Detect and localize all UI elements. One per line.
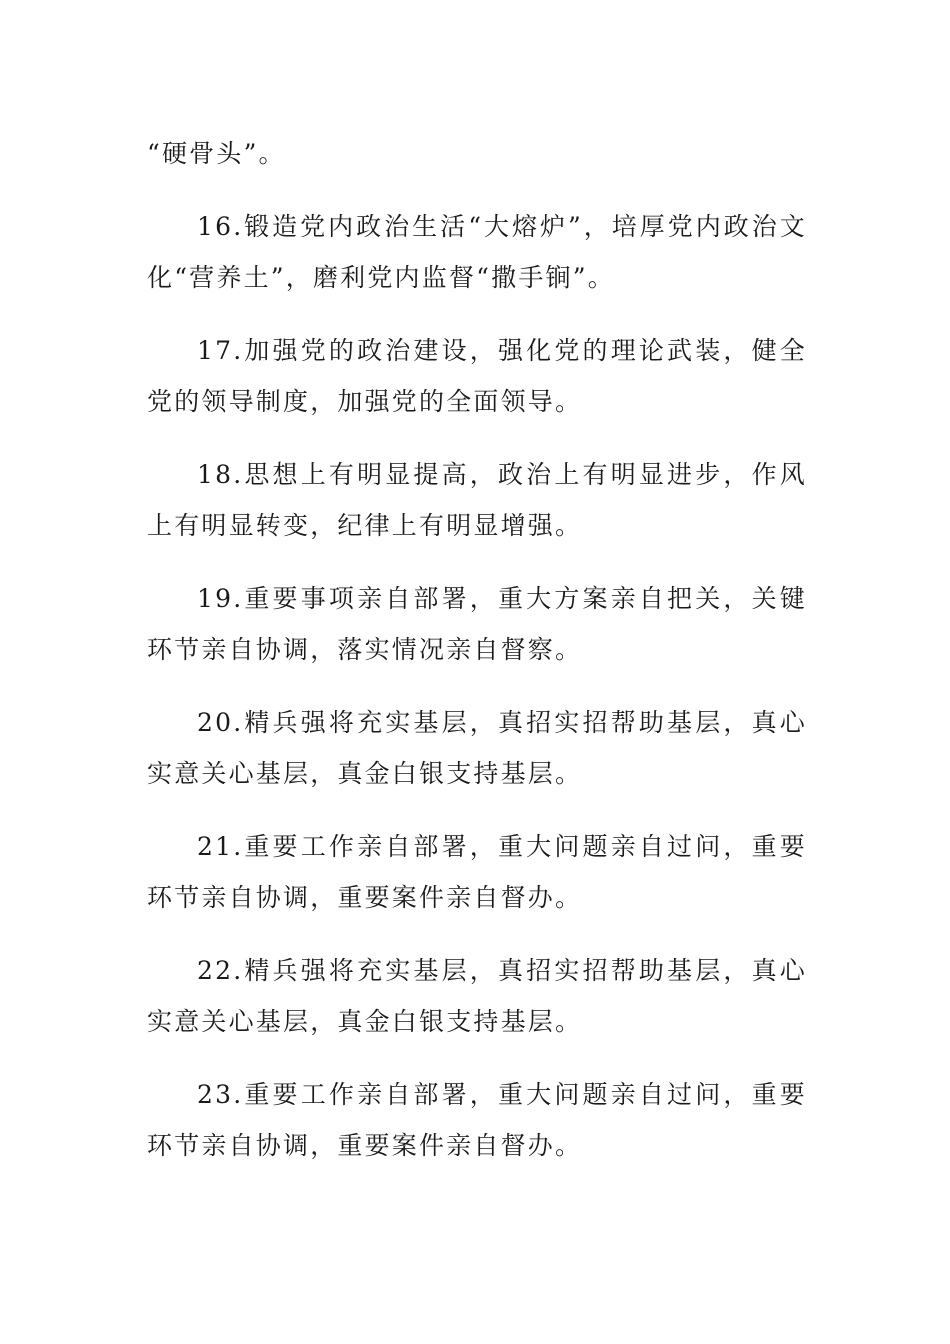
list-item-21: 21.重要工作亲自部署，重大问题亲自过问，重要环节亲自协调，重要案件亲自督办。 [147,832,807,912]
list-item-18: 18.思想上有明显提高，政治上有明显进步，作风上有明显转变，纪律上有明显增强。 [147,460,807,540]
list-item-22: 22.精兵强将充实基层，真招实招帮助基层，真心实意关心基层，真金白银支持基层。 [147,956,807,1036]
list-item-16: 16.锻造党内政治生活“大熔炉”，培厚党内政治文化“营养土”，磨利党内监督“撒手锏”。 [147,212,807,292]
document-body [147,128,807,1193]
continuation-paragraph: “硬骨头”。 [147,139,286,168]
list-item-19: 19.重要事项亲自部署，重大方案亲自把关，关键环节亲自协调，落实情况亲自督察。 [147,584,807,664]
list-item-23: 23.重要工作亲自部署，重大问题亲自过问，重要环节亲自协调，重要案件亲自督办。 [147,1080,807,1160]
list-item-17: 17.加强党的政治建设，强化党的理论武装，健全党的领导制度，加强党的全面领导。 [147,336,807,416]
list-item-20: 20.精兵强将充实基层，真招实招帮助基层，真心实意关心基层，真金白银支持基层。 [147,708,807,788]
